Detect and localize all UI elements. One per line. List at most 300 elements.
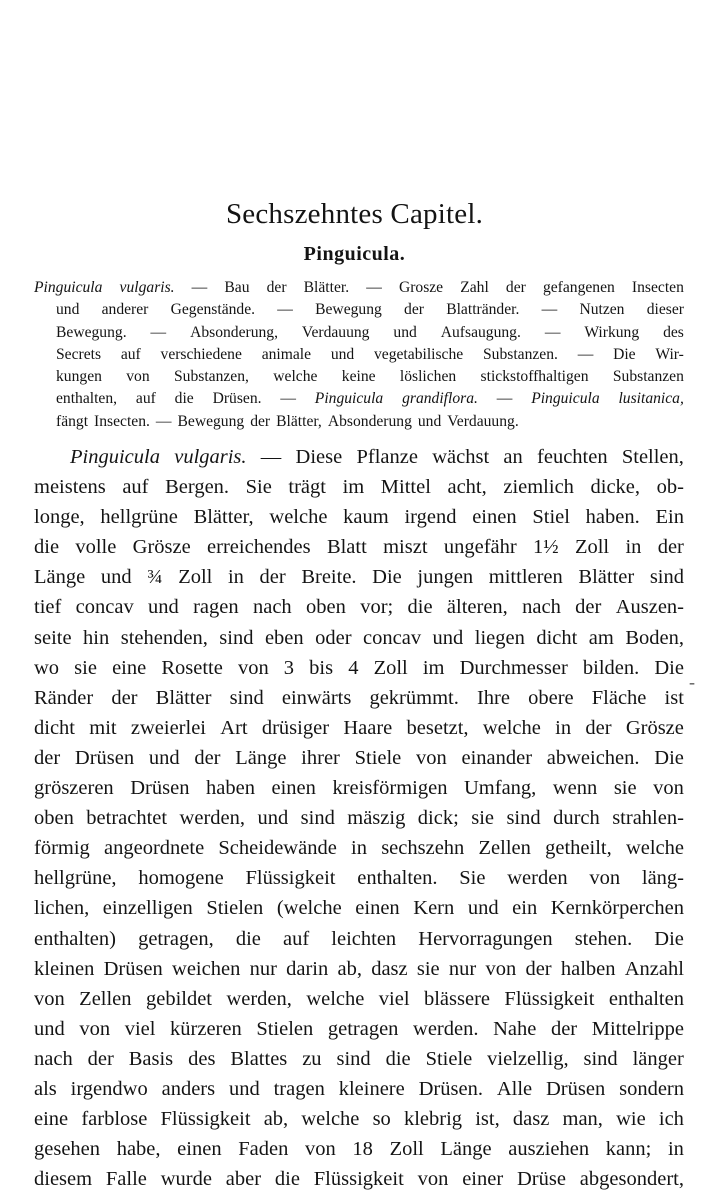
word: 4 xyxy=(348,656,359,679)
body-line xyxy=(34,833,684,863)
word: ist xyxy=(664,686,684,709)
word: von xyxy=(417,1168,449,1191)
word: mit xyxy=(89,716,117,739)
word: der xyxy=(404,301,424,319)
word: der xyxy=(525,957,552,980)
word: — xyxy=(541,301,558,319)
word: Wirkung xyxy=(584,323,640,341)
word: welche xyxy=(482,716,541,739)
word: welche xyxy=(269,506,328,529)
word: Die xyxy=(654,656,684,679)
word: Kern xyxy=(413,897,455,920)
word: Anzahl xyxy=(624,957,684,980)
word: löslichen xyxy=(399,368,457,386)
word: der xyxy=(87,1047,114,1070)
word: auf xyxy=(283,927,310,950)
word: von xyxy=(589,867,621,890)
body-line xyxy=(34,683,684,713)
body-line xyxy=(34,1104,684,1134)
word: dicht xyxy=(536,626,578,649)
word: feuchten xyxy=(537,446,608,468)
word: der xyxy=(111,686,138,709)
word: oder xyxy=(315,626,352,649)
word: kreisförmigen xyxy=(332,777,448,800)
word: hellgrüne xyxy=(100,506,178,529)
word: Die xyxy=(372,566,402,589)
word: — xyxy=(544,323,561,341)
word: Bewegung xyxy=(315,301,382,319)
word: concav xyxy=(75,596,134,619)
word: einzelligen xyxy=(102,897,193,920)
word: als xyxy=(34,1077,57,1100)
body-line xyxy=(34,1164,684,1194)
word: gefangenen xyxy=(542,279,615,296)
word: einen xyxy=(472,506,517,529)
word: Verdauung. xyxy=(447,412,519,430)
word: Absonderung xyxy=(327,412,412,430)
word: Wir- xyxy=(655,345,684,363)
word: blässere xyxy=(423,987,490,1010)
word: sie xyxy=(471,807,494,830)
word: Flüssigkeit xyxy=(160,1108,251,1131)
body-line xyxy=(34,472,684,502)
word: aber xyxy=(225,1168,262,1191)
word: ausziehen xyxy=(508,1138,590,1161)
word: Art xyxy=(220,716,248,739)
word: abweichen. xyxy=(546,746,640,769)
word: Substanzen, xyxy=(173,368,249,386)
word: ¾ xyxy=(147,566,163,589)
word: enthalten xyxy=(608,987,684,1010)
word: Kernkörperchen xyxy=(550,897,684,920)
body-line xyxy=(34,653,684,683)
body-line xyxy=(34,713,684,743)
word: vegetabilische xyxy=(374,345,464,363)
body-line xyxy=(34,532,684,562)
word: Stiele xyxy=(425,1047,473,1070)
word: Grösze xyxy=(625,716,684,739)
word: Mittel xyxy=(380,476,431,499)
word: die xyxy=(274,1168,300,1191)
word: Drüsen xyxy=(74,746,135,769)
word: einander xyxy=(461,746,533,769)
word: kann; xyxy=(605,1138,652,1161)
word: kaum xyxy=(343,506,389,529)
word: Stielen xyxy=(206,897,264,920)
word: anderer xyxy=(101,301,149,319)
word: stehen. xyxy=(574,927,633,950)
word: Flüssigkeit xyxy=(504,987,595,1010)
word: von xyxy=(237,656,269,679)
word: Ränder xyxy=(34,686,94,709)
word: trägt xyxy=(288,476,326,499)
word: Insecten xyxy=(631,279,684,296)
word: meistens xyxy=(34,476,106,499)
word: Secrets xyxy=(56,345,102,363)
word: von xyxy=(34,987,65,1010)
word: zweierlei xyxy=(130,716,206,739)
word: der xyxy=(575,596,602,619)
word: von xyxy=(305,1138,336,1161)
word: viel xyxy=(124,1017,156,1040)
word: werden, xyxy=(226,987,292,1010)
word: Basis xyxy=(128,1047,174,1070)
word: die xyxy=(34,536,60,559)
word: hellgrüne, xyxy=(34,867,117,890)
word: ob- xyxy=(656,476,684,499)
word: in xyxy=(667,1138,684,1161)
word: darin xyxy=(286,957,329,980)
word: sind xyxy=(229,686,264,709)
word: 3 xyxy=(283,656,295,679)
word: strahlen- xyxy=(612,807,684,830)
word: kungen xyxy=(56,368,102,386)
word: Grosze xyxy=(398,279,444,296)
word: haben xyxy=(206,777,255,800)
word: fängt xyxy=(56,412,89,430)
word: Alle xyxy=(496,1077,533,1100)
word: der xyxy=(585,716,612,739)
word: läng- xyxy=(641,867,684,890)
word: und xyxy=(467,897,499,920)
word: Drüse xyxy=(517,1168,566,1191)
word: ab, xyxy=(263,1108,289,1131)
word: welche xyxy=(273,368,318,386)
word: tief xyxy=(34,596,62,619)
word: gebildet xyxy=(145,987,213,1010)
word: dicke, xyxy=(590,476,641,499)
word: volle xyxy=(75,536,117,559)
word: welche xyxy=(301,1108,360,1131)
body-line xyxy=(34,984,684,1014)
summary-line xyxy=(34,299,684,321)
word: Bewegung. xyxy=(56,323,127,341)
word: (welche xyxy=(276,897,342,920)
word: und xyxy=(56,301,80,319)
word: longe, xyxy=(34,506,85,529)
word: Durchmesser xyxy=(459,656,568,679)
word: auf xyxy=(120,345,141,363)
word: Bewegung xyxy=(177,412,245,430)
word: eine xyxy=(112,656,147,679)
word: vielzellig, xyxy=(487,1047,569,1070)
word: ein xyxy=(512,897,538,920)
word: der xyxy=(259,566,286,589)
word: in xyxy=(227,566,244,589)
word: farblose xyxy=(81,1108,148,1131)
summary-line xyxy=(34,322,684,344)
word: Länge xyxy=(235,746,287,769)
word: vulgaris. xyxy=(174,446,247,468)
body-line xyxy=(34,1044,684,1074)
word: Auszen- xyxy=(615,596,684,619)
word: wie xyxy=(616,1108,646,1131)
word: Pinguicula xyxy=(531,390,600,408)
summary-line xyxy=(34,277,684,299)
word: gesehen xyxy=(34,1138,101,1161)
word: die xyxy=(407,596,433,619)
word: sechszehn xyxy=(381,837,465,860)
word: irgendwo xyxy=(70,1077,148,1100)
word: sind xyxy=(506,807,541,830)
body-line xyxy=(34,623,684,653)
word: — xyxy=(150,323,167,341)
word: von xyxy=(485,957,517,980)
word: viel xyxy=(378,987,410,1010)
word: dieser xyxy=(646,301,684,319)
word: Die xyxy=(654,927,684,950)
word: haben. xyxy=(585,506,640,529)
word: und xyxy=(432,626,464,649)
word: der xyxy=(34,746,61,769)
word: Drüsen xyxy=(130,777,190,800)
word: welche xyxy=(625,837,684,860)
word: Zoll xyxy=(389,1138,424,1161)
word: — xyxy=(191,279,208,296)
word: und xyxy=(148,596,179,619)
word: weichen xyxy=(172,957,241,980)
word: eine xyxy=(34,1108,69,1131)
word: auf xyxy=(122,476,149,499)
word: habe, xyxy=(116,1138,161,1161)
word: bis xyxy=(309,656,334,679)
word: — xyxy=(277,301,293,319)
summary-line xyxy=(34,344,684,366)
word: Zoll xyxy=(373,656,408,679)
body-line xyxy=(34,1134,684,1164)
word: Haare xyxy=(343,716,393,739)
margin-mark: - xyxy=(689,672,695,692)
word: ist, xyxy=(475,1108,500,1131)
word: nur xyxy=(448,957,477,980)
word: Blatt xyxy=(326,536,367,559)
word: keine xyxy=(341,368,376,386)
word: sind xyxy=(649,566,684,589)
word: Ein xyxy=(655,506,684,529)
word: vulgaris. xyxy=(119,279,175,296)
word: wo xyxy=(34,656,60,679)
word: Blattes xyxy=(230,1047,288,1070)
word: grandiflora. xyxy=(402,390,478,408)
word: Zellen xyxy=(79,987,132,1010)
body-line xyxy=(34,562,684,592)
word: Umfang, xyxy=(464,777,537,800)
word: in xyxy=(351,837,367,860)
body-line xyxy=(34,893,684,923)
word: durch xyxy=(553,807,600,830)
word: Die xyxy=(613,345,636,363)
word: Ihre xyxy=(476,686,510,709)
word: der xyxy=(657,536,684,559)
word: Blätter, xyxy=(276,412,322,430)
word: hin xyxy=(83,626,110,649)
word: werden, xyxy=(179,807,246,830)
word: der xyxy=(505,279,526,296)
word: und xyxy=(228,1077,260,1100)
word: getragen, xyxy=(138,927,214,950)
word: Falle xyxy=(105,1168,147,1191)
word: im xyxy=(342,476,365,499)
body-line xyxy=(34,1074,684,1104)
word: — xyxy=(366,279,382,296)
word: ich xyxy=(658,1108,684,1131)
word: Breite. xyxy=(301,566,357,589)
word: Drüsen xyxy=(103,957,163,980)
word: wurde xyxy=(160,1168,212,1191)
word: Blätter, xyxy=(193,506,254,529)
word: von xyxy=(653,777,684,800)
word: der xyxy=(250,412,271,430)
word: seite xyxy=(34,626,72,649)
word: 1½ xyxy=(533,536,559,559)
word: acht, xyxy=(447,476,487,499)
body-line xyxy=(34,1014,684,1044)
word: einen xyxy=(177,1138,222,1161)
word: der xyxy=(194,746,221,769)
summary-line xyxy=(34,366,684,388)
word: Drüsen xyxy=(546,1077,606,1100)
word: sie xyxy=(416,957,440,980)
word: Blätter. xyxy=(303,279,350,296)
body-line xyxy=(34,502,684,532)
word: miszt xyxy=(383,536,428,559)
word: und xyxy=(393,323,417,341)
word: einen xyxy=(271,777,316,800)
word: irgend xyxy=(404,506,457,529)
word: Zahl xyxy=(460,279,489,296)
word: Pflanze xyxy=(356,446,418,468)
word: ziemlich xyxy=(503,476,574,499)
word: Drüsen. xyxy=(418,1077,483,1100)
word: nach xyxy=(522,596,561,619)
word: werden xyxy=(507,867,568,890)
word: sind xyxy=(583,1047,618,1070)
word: Scheidewände xyxy=(218,837,337,860)
word: Blattränder. xyxy=(446,301,520,319)
word: die xyxy=(235,927,261,950)
word: — xyxy=(496,390,513,408)
word: und xyxy=(148,746,180,769)
word: Flüssigkeit xyxy=(313,1168,404,1191)
word: sie xyxy=(613,777,637,800)
body-line xyxy=(34,803,684,833)
word: Grösze xyxy=(132,536,191,559)
word: eben xyxy=(264,626,304,649)
word: man, xyxy=(562,1108,603,1131)
word: förmig xyxy=(34,837,90,860)
word: homogene xyxy=(138,867,224,890)
word: lichen, xyxy=(34,897,90,920)
word: Sie xyxy=(459,867,486,890)
word: verschiedene xyxy=(160,345,242,363)
word: Zellen xyxy=(478,837,531,860)
word: getragen xyxy=(327,1017,399,1040)
word: an xyxy=(503,446,523,468)
word: Rosette xyxy=(161,656,223,679)
word: und xyxy=(257,807,289,830)
body-line xyxy=(34,442,684,472)
word: Substanzen. xyxy=(482,345,558,363)
word: animale xyxy=(261,345,312,363)
word: gekrümmt. xyxy=(369,686,459,709)
word: Hervorragungen xyxy=(418,927,553,950)
word: Die xyxy=(654,746,684,769)
word: von xyxy=(79,1017,111,1040)
word: Absonderung, xyxy=(190,323,278,341)
word: Insecten. xyxy=(94,412,150,430)
word: in xyxy=(625,536,642,559)
word: betrachtet xyxy=(86,807,168,830)
word: gröszeren xyxy=(34,777,114,800)
word: Substanzen xyxy=(612,368,684,386)
word: einen xyxy=(355,897,400,920)
word: des xyxy=(663,323,684,341)
word: Sie xyxy=(245,476,272,499)
word: angeordnete xyxy=(104,837,205,860)
word: Gegenstände. xyxy=(170,301,256,319)
word: und xyxy=(34,1017,65,1040)
word: von xyxy=(126,368,150,386)
word: nach xyxy=(34,1047,73,1070)
word: und xyxy=(100,566,132,589)
word: Fläche xyxy=(591,686,647,709)
word: kürzeren xyxy=(170,1017,242,1040)
word: enthalten. xyxy=(357,867,438,890)
word: klebrig xyxy=(403,1108,463,1131)
word: in xyxy=(555,716,572,739)
word: nur xyxy=(249,957,277,980)
summary-line xyxy=(34,388,684,410)
word: Zoll xyxy=(178,566,213,589)
word: älteren, xyxy=(446,596,508,619)
word: halben xyxy=(560,957,616,980)
word: und xyxy=(330,345,355,363)
word: abgesondert, xyxy=(579,1168,684,1191)
word: Blätter xyxy=(155,686,212,709)
body-line xyxy=(34,863,684,893)
word: — xyxy=(577,345,594,363)
word: — xyxy=(280,390,296,408)
word: Bergen. xyxy=(165,476,230,499)
word: drüsiger xyxy=(261,716,330,739)
word: Flüssigkeit xyxy=(245,867,336,890)
word: auf xyxy=(135,390,156,408)
word: der xyxy=(550,1017,578,1040)
word: die xyxy=(174,390,194,408)
body-line xyxy=(34,773,684,803)
word: Zoll xyxy=(574,536,610,559)
word: dicht xyxy=(34,716,75,739)
word: — xyxy=(260,446,282,468)
word: Boden, xyxy=(625,626,684,649)
word: Blätter xyxy=(578,566,635,589)
word: Diese xyxy=(295,446,343,468)
word: enthalten) xyxy=(34,927,116,950)
word: Bau xyxy=(224,279,250,296)
word: am xyxy=(588,626,614,649)
word: Pinguicula xyxy=(314,390,384,408)
word: ihrer xyxy=(301,746,340,769)
word: anders xyxy=(161,1077,216,1100)
word: dasz xyxy=(512,1108,550,1131)
word: Drüsen. xyxy=(212,390,262,408)
body-line xyxy=(34,592,684,622)
chapter-subtitle: Pinguicula. xyxy=(303,243,406,265)
word: dick; xyxy=(417,807,459,830)
word: so xyxy=(372,1108,391,1131)
word: sie xyxy=(74,656,97,679)
chapter-title: Sechszehntes Capitel. xyxy=(225,198,484,230)
